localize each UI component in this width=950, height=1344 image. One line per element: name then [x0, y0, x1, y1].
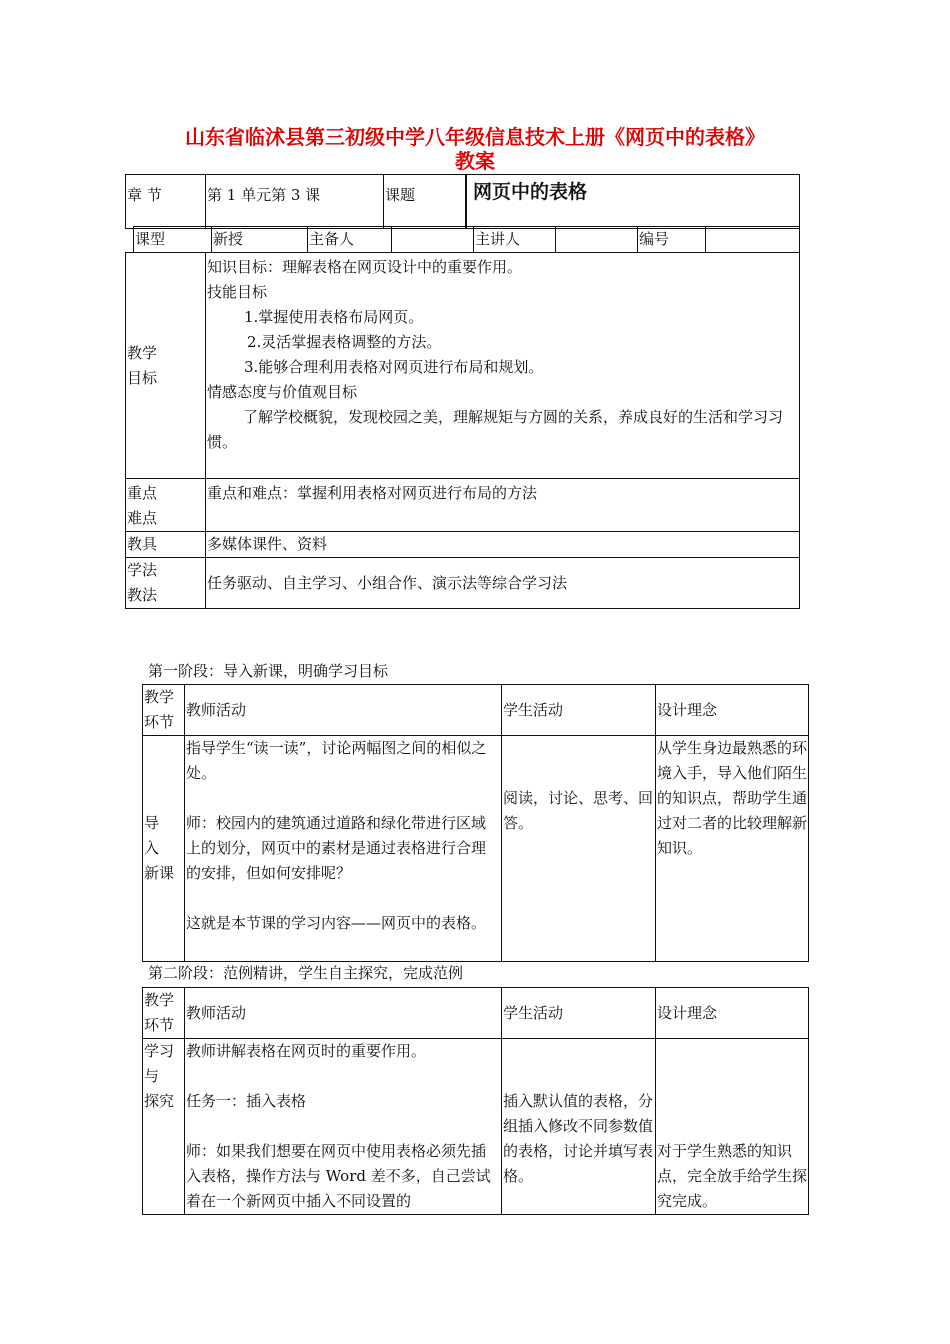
stage1-concept: 从学生身边最熟悉的环境入手，导入他们陌生的知识点，帮助学生通过对二者的比较理解新知识。	[657, 739, 808, 857]
stage1-section-1: 导 入	[144, 814, 175, 857]
stage2-col-section	[143, 988, 185, 1039]
stage1-student: 阅读，讨论、思考、回答。	[503, 789, 654, 832]
chapter-label: 章 节	[126, 175, 206, 229]
speaker-value	[556, 227, 638, 253]
speaker-label: 主讲人	[474, 227, 556, 253]
stage1-col-student: 学生活动	[502, 685, 656, 736]
stage2-col-1a: 教学	[144, 991, 175, 1009]
stage1-col-1b: 环节	[144, 713, 175, 731]
stage2-col-concept: 设计理念	[656, 988, 809, 1039]
knowledge-goal: 知识目标：理解表格在网页设计中的重要作用。	[207, 258, 523, 276]
stage2-col-student: 学生活动	[502, 988, 656, 1039]
stage2-section-3: 探究	[144, 1092, 175, 1110]
emotion-text: 了解学校概貌，发现校园之美，理解规矩与方圆的关系，养成良好的生活和学习习惯。	[207, 408, 784, 451]
stage2-section-cell	[143, 1039, 185, 1215]
stage1-table	[142, 684, 809, 962]
stage2-teacher-2: 任务一：插入表格	[186, 1092, 307, 1110]
preparer-label: 主备人	[308, 227, 392, 253]
type-value: 新授	[212, 227, 308, 253]
stage1-col-section	[143, 685, 185, 736]
stage2-col-teacher: 教师活动	[185, 988, 502, 1039]
stage1-teacher-cell	[185, 736, 502, 962]
keypoints-label-2: 难点	[127, 509, 158, 527]
goals-label-2: 目标	[127, 368, 158, 387]
type-label: 课型	[134, 227, 212, 253]
stage2-teacher-1: 教师讲解表格在网页时的重要作用。	[186, 1042, 427, 1060]
methods-label-cell	[126, 558, 206, 609]
type-table	[133, 226, 800, 253]
title-line-1: 山东省临沭县第三初级中学八年级信息技术上册《网页中的表格》	[185, 125, 765, 149]
stage1-heading: 第一阶段：导入新课，明确学习目标	[148, 662, 389, 680]
stage2-section-1: 学习	[144, 1042, 175, 1060]
stage2-section-2: 与	[144, 1067, 160, 1085]
document-title	[0, 124, 950, 174]
stage2-student: 插入默认值的表格，分组插入修改不同参数值的表格，讨论并填写表格。	[503, 1092, 654, 1185]
skill-title: 技能目标	[207, 283, 268, 301]
stage1-teacher-2: 师：校园内的建筑通过道路和绿化带进行区域上的划分，网页中的素材是通过表格进行合理的安排，但如何安排呢？	[186, 814, 487, 882]
stage2-teacher-cell	[185, 1039, 502, 1215]
stage1-concept-cell	[656, 736, 809, 962]
stage1-teacher-3: 这就是本节课的学习内容——网页中的表格。	[186, 914, 487, 932]
topic-label: 课题	[384, 175, 466, 229]
methods-label-2: 教法	[127, 586, 158, 604]
stage1-col-teacher: 教师活动	[185, 685, 502, 736]
topic-text: 网页中的表格	[466, 175, 799, 228]
tools-label: 教具	[126, 532, 206, 558]
stage2-table	[142, 987, 809, 1215]
goals-label-cell	[126, 253, 206, 479]
skill-item-3: 3.能够合理利用表格对网页进行布局和规划。	[244, 358, 544, 376]
number-value	[706, 227, 800, 253]
stage2-col-1b: 环节	[144, 1016, 175, 1034]
stage2-student-cell	[502, 1039, 656, 1215]
title-line-2: 教案	[455, 149, 495, 173]
goals-label-1: 教学	[127, 343, 158, 362]
emotion-title: 情感态度与价值观目标	[207, 383, 358, 401]
topic-value	[466, 175, 800, 229]
stage2-concept-cell	[656, 1039, 809, 1215]
stage1-section-cell	[143, 736, 185, 962]
goals-content	[206, 253, 800, 479]
keypoints-value: 重点和难点：掌握利用表格对网页进行布局的方法	[206, 479, 800, 532]
stage2-teacher-3: 师：如果我们想要在网页中使用表格必须先插入表格，操作方法与 Word 差不多，自己尝试着在一个新网页中插入不同设置的	[186, 1142, 491, 1210]
methods-value: 任务驱动、自主学习、小组合作、演示法等综合学习法	[206, 558, 800, 609]
stage2-concept: 对于学生熟悉的知识点，完全放手给学生探究完成。	[657, 1142, 808, 1210]
preparer-value	[392, 227, 474, 253]
stage1-col-concept: 设计理念	[656, 685, 809, 736]
methods-label-1: 学法	[127, 561, 158, 579]
keypoints-label-1: 重点	[127, 484, 158, 502]
tools-value: 多媒体课件、资料	[206, 532, 800, 558]
info-table	[125, 174, 800, 229]
number-label: 编号	[638, 227, 706, 253]
stage1-teacher-1: 指导学生“读一读”，讨论两幅图之间的相似之处。	[186, 739, 487, 782]
stage2-heading: 第二阶段：范例精讲，学生自主探究，完成范例	[148, 964, 464, 982]
skill-item-2: 2.灵活掌握表格调整的方法。	[247, 333, 442, 351]
goals-table	[125, 252, 800, 609]
chapter-value: 第 1 单元第 3 课	[206, 175, 384, 229]
stage1-student-cell	[502, 736, 656, 962]
keypoints-label-cell	[126, 479, 206, 532]
skill-item-1: 1.掌握使用表格布局网页。	[244, 308, 424, 326]
stage1-col-1a: 教学	[144, 688, 175, 706]
stage1-section-2: 新课	[144, 864, 175, 882]
